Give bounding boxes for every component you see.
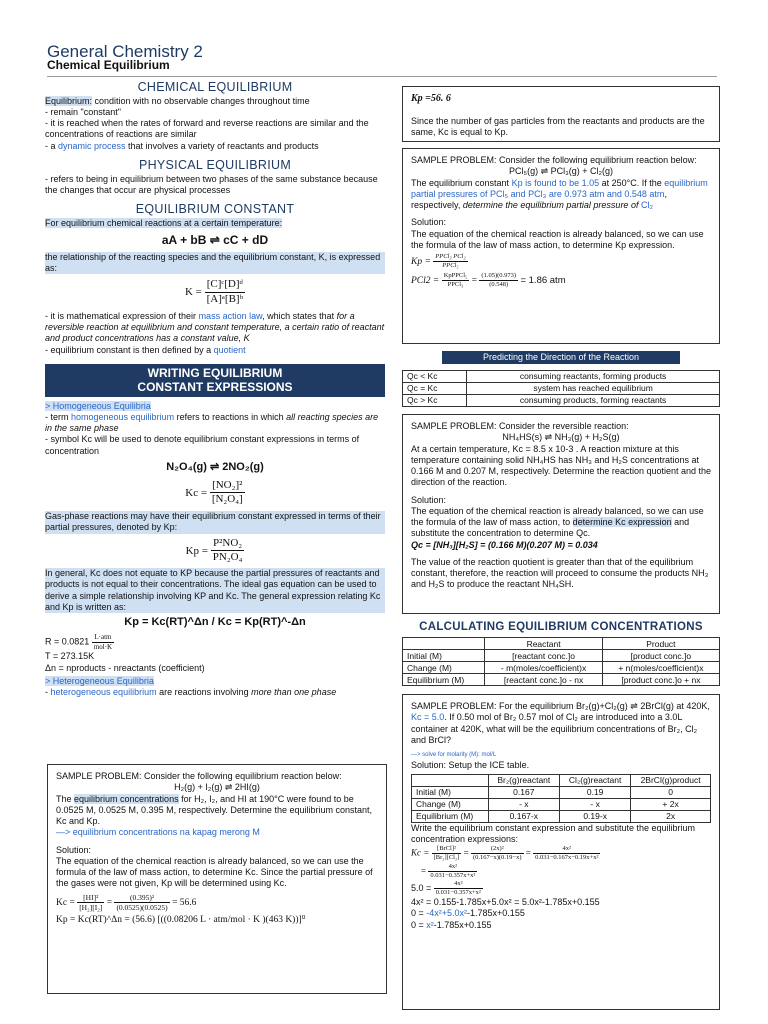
equilibrium-definition: Equilibrium: condition with no observable changes throughout time — [45, 95, 310, 106]
prediction-row-cell: Qc = Kc — [403, 383, 467, 395]
sp4-row-cell: 2x — [631, 810, 711, 822]
prediction-title: Predicting the Direction of the Reaction — [442, 351, 680, 364]
sp4-row — [412, 798, 711, 810]
section-title-equilibrium-constant: EQUILIBRIUM CONSTANT — [135, 202, 295, 216]
relationship-text: the relationship of the reacting species and the equilibrium constant, K, is expressed as: — [45, 252, 385, 275]
sample-problem-3 — [402, 414, 720, 614]
prediction-section — [402, 351, 720, 407]
sp1-intro: SAMPLE PROBLEM: Consider the following equilibrium reaction below: — [56, 771, 342, 781]
kp-result-box — [402, 86, 720, 142]
homogeneous-heading: > Homogeneous Equilibria — [45, 400, 151, 411]
sp2-text: The equilibrium constant Kp is found to be 1.05 at 250°C. If the equilibrium partial pressures of PCl₅ and PCl₃ are 0.973 atm and 0.548 atm, respectively, determine the equilibrium partial pressure of Cl₂ — [411, 177, 708, 210]
sp4-simplified: = $\frac{\text{4x²}}{\text{0.031−0.357x+x²}}$ — [421, 862, 476, 879]
ice-row-cell: Equilibrium (M) — [403, 674, 485, 686]
sp4-solution-label: Solution: Setup the ICE table. — [411, 759, 530, 770]
ice-header-cell: Reactant — [485, 638, 602, 650]
sp3-text: At a certain temperature, Kc = 8.5 x 10-3 . A reaction mixture at this temperature containing solid NH₄HS has NH₃ and H₂S concentrations at 0.166 M and 0.207 M, respectively. Determine the reaction quotient and the direction of the reaction. — [411, 443, 712, 488]
heterogeneous-def: - heterogeneous equilibrium are reactions involving more than one phase — [45, 687, 337, 698]
ice-row-cell: [reactant conc.]o - nx — [485, 674, 602, 686]
sp1-equation: H₂(g) + I₂(g) ⇌ 2HI(g) — [174, 782, 260, 793]
heterogeneous-heading: > Heterogeneous Equilibria — [45, 675, 154, 686]
sp4-header-cell — [412, 774, 489, 786]
ice-row-cell: - m(moles/coefficient)x — [485, 662, 602, 674]
sp4-row-cell: Initial (M) — [412, 786, 489, 798]
sp2-solution-text: The equation of the chemical reaction is already balanced, so we can use the formula of the law of mass action, to determine Kp expression. — [411, 228, 704, 250]
kp-explanation: Since the number of gas particles from the reactants and products are the same, Kc is equal to Kp. — [411, 115, 705, 137]
sp1-text: The equilibrium concentrations for H₂, I₂, and HI at 190°C were found to be 0.0525 M, 0.0525 M, 0.395 M, respectively. Determine the equilibrium constant, Kc and Kp. — [56, 793, 372, 826]
left-column — [45, 80, 385, 698]
ice-row-cell: Change (M) — [403, 662, 485, 674]
sp4-row-cell: - x — [560, 798, 631, 810]
sp4-row-cell: 0.167-x — [488, 810, 560, 822]
gas-phase-text: Gas-phase reactions may have their equilibrium constant expressed in terms of their partial pressures, denoted by Kp: — [45, 511, 385, 534]
header-divider — [47, 76, 717, 77]
sp4-row-cell: Change (M) — [412, 798, 489, 810]
sp2-kp-expression: Kp = $\frac{\text{PPCl₃ PCl₂}}{\text{PPCl₅}}$ — [411, 253, 466, 270]
sp3-qc-calc: Qc = [NH₃][H₂S] = (0.166 M)(0.207 M) = 0.034 — [411, 539, 598, 550]
sp4-row — [412, 786, 711, 798]
physical-equilibrium-text: - refers to being in equilibrium between two phases of the same substance because the changes that occur are physical processes — [45, 173, 378, 195]
sp2-solution-label: Solution: — [411, 217, 447, 228]
sp4-header-cell: 2BrCl(g)product — [631, 774, 711, 786]
ice-header-cell: Product — [602, 638, 719, 650]
sp4-row-cell: 0.19 — [560, 786, 631, 798]
sp2-pcl2-calc: PCl2 = $\frac{\text{KpPPCl₅}}{\text{PPCl₃}}$ = $\frac{(1.05)(0.973)}{(0.548)}$ = 1.86 atm — [411, 272, 566, 289]
prediction-row-cell: consuming reactants, forming products — [467, 371, 720, 383]
kc-symbol-text: - symbol Kc will be used to denote equilibrium constant expressions in terms of concentration — [45, 434, 360, 456]
bullet-dynamic: - a dynamic process that involves a variety of reactants and products — [45, 140, 319, 151]
sp4-write-text: Write the equilibrium constant expression and substitute the equilibrium concentration expressions: — [411, 822, 695, 844]
sp3-conclusion: The value of the reaction quotient is greater than that of the equilibrium constant, therefore, the reaction will proceed to consume the products NH₃ and H₂S to produce the reactant NH₄SH. — [411, 556, 709, 590]
sp4-rearrange: 0 = -4x²+5.0x²-1.785x+0.155 — [411, 908, 525, 919]
sp4-row — [412, 810, 711, 822]
sp1-solution-label: Solution: — [56, 844, 92, 855]
sp2-intro: SAMPLE PROBLEM: Consider the following equilibrium reaction below: — [411, 155, 697, 165]
bullet-remain-constant: - remain "constant" — [45, 106, 121, 117]
ice-header-cell — [403, 638, 485, 650]
sp1-kp-calc: Kp = Kc(RT)^Δn = (56.6) [((0.08206 L · atm/mol · K )(463 K))]⁰ — [56, 915, 306, 926]
ice-row — [403, 650, 720, 662]
sp1-solution-text: The equation of the chemical reaction is already balanced, so we can use the formula of the law of mass action, to determine Kc. Since the partial pressure of the gases were not given, Kp will be determined using Kc. — [56, 855, 373, 889]
sp4-header-cell: Br₂(g)reactant — [488, 774, 560, 786]
writing-expressions-banner: WRITING EQUILIBRIUM CONSTANT EXPRESSIONS — [45, 364, 385, 397]
ice-section — [402, 620, 720, 686]
sp1-kc-calc: Kc = $\frac{\text{[HI]²}}{\text{[H₂][I₂]}}$ = $\frac{\text{(0.395)²}}{(0.0525)(0.0525)}$ = 56.6 — [56, 892, 197, 912]
sp4-substitute: 5.0 = $\frac{\text{4x²}}{\text{0.031−0.357x+x²}}$ — [411, 879, 481, 896]
ice-row — [403, 674, 720, 686]
sp4-kc-calc: Kc = $\frac{\text{[BrCl]²}}{\text{[Br₂][Cl₂]}}$ = $\frac{\text{(2x)²}}{(0.167-x)(0.19-x)}$ = $\frac{\text{4x²}}{\text{0.031−0.167x−0.19x+x²}}$ — [411, 845, 599, 862]
kp-expression: Kp = $\frac{\text{P²NO₂}}{\text{PN₂O₄}}$ — [185, 536, 243, 564]
sp3-equation: NH₄HS(s) ⇌ NH₃(g) + H₂S(g) — [502, 432, 620, 443]
n2o4-equation: N₂O₄(g) ⇌ 2NO₂(g) — [166, 460, 264, 473]
document-subtitle: Chemical Equilibrium — [47, 58, 170, 72]
temperature: T = 273.15K — [45, 651, 95, 662]
mass-action-law-text: - it is mathematical expression of their mass action law, which states that for a reversible reaction at equilibrium and constant temperature, a certain ratio of reactant and product concentrations has a constant value, K — [45, 310, 385, 344]
sp3-intro: SAMPLE PROBLEM: Consider the reversible reaction: — [411, 421, 629, 431]
sp4-row-cell: + 2x — [631, 798, 711, 810]
prediction-row-cell: Qc > Kc — [403, 395, 467, 407]
prediction-row-cell: Qc < Kc — [403, 371, 467, 383]
ice-row-cell: [reactant conc.]o — [485, 650, 602, 662]
general-reaction-equation: aA + bB ⇌ cC + dD — [161, 232, 269, 247]
prediction-row-cell: consuming products, forming reactants — [467, 395, 720, 407]
kc-expression: Kc = $\frac{\text{[NO₂]²}}{\text{[N₂O₄]}}$ — [185, 478, 243, 506]
sp4-quadratic: 0 = x²-1.785x+0.155 — [411, 919, 492, 930]
k-expression: K = $\frac{\text{[C]ᶜ[D]ᵈ}}{\text{[A]ᵃ[B]ᵇ}}$ — [184, 278, 243, 306]
kp-result: Kp =56. 6 — [411, 93, 451, 104]
prediction-row — [403, 383, 720, 395]
sp4-row-cell: Equilibrium (M) — [412, 810, 489, 822]
sp4-row-cell: 0.167 — [488, 786, 560, 798]
kp-kc-relation: Kp = Kc(RT)^Δn / Kc = Kp(RT)^-Δn — [124, 616, 306, 629]
sp3-solution-text: The equation of the chemical reaction is already balanced, so we can use the formula of the law of mass action, to determine Kc expression and substitute the concentration to determine Qc. — [411, 505, 704, 539]
sp4-header-cell: Cl₂(g)reactant — [560, 774, 631, 786]
prediction-row-cell: system has reached equilibrium — [467, 383, 720, 395]
quotient-text: - equilibrium constant is then defined by a quotient — [45, 344, 246, 355]
equilibrium-constant-intro: For equilibrium chemical reactions at a certain temperature: — [45, 217, 283, 228]
prediction-row — [403, 371, 720, 383]
ice-row-cell: + n(moles/coefficient)x — [602, 662, 719, 674]
ice-row — [403, 662, 720, 674]
kc-kp-general-text: In general, Kc does not equate to KP because the partial pressures of reactants and products is not equal to their concentrations. The ideal gas equation can be used to derive a simple relationship involving KP and Kc. The general expression relating Kc and Kp is written as: — [45, 568, 385, 613]
sp1-note: —> equilibrium concentrations na kapag merong M — [56, 827, 260, 838]
sp4-text: SAMPLE PROBLEM: For the equilibrium Br₂(g)+Cl₂(g) ⇌ 2BrCl(g) at 420K, Kc = 5.0. If 0.50 mol of Br₂ 0.57 mol of Cl₂ are introduced into a 3.0L container at 420K, what will be the equilibrium concentrations of Br₂, Cl₂ and BrCl? — [411, 701, 710, 745]
homogeneous-def: - term homogeneous equilibrium refers to reactions in which all reacting species are in the same phase — [45, 411, 379, 434]
sample-problem-4 — [402, 694, 720, 1010]
gas-constant: R = 0.0821 $\frac{\text{L·atm}}{\text{mol·K}}$ — [45, 632, 113, 651]
sample-problem-2 — [402, 148, 720, 344]
ice-general-table — [402, 637, 720, 686]
bullet-reached: - it is reached when the rates of forward and reverse reactions are similar and the concentrations of reactions are similar — [45, 118, 369, 140]
prediction-row — [403, 395, 720, 407]
sp4-row-cell: - x — [488, 798, 560, 810]
ice-row-cell: [product conc.]o — [602, 650, 719, 662]
sp3-solution-label: Solution: — [411, 494, 447, 505]
section-title-chemical-equilibrium: CHEMICAL EQUILIBRIUM — [137, 80, 293, 94]
ice-title: CALCULATING EQUILIBRIUM CONCENTRATIONS — [419, 621, 703, 633]
sample-problem-1 — [47, 764, 387, 994]
sp4-ice-table — [411, 774, 711, 823]
sp4-row-cell: 0.19-x — [560, 810, 631, 822]
sp4-expand: 4x² = 0.155-1.785x+5.0x² = 5.0x²-1.785x+0.155 — [411, 897, 600, 907]
section-title-physical-equilibrium: PHYSICAL EQUILIBRIUM — [138, 157, 292, 172]
delta-n: Δn = nproducts - nreactants (coefficient) — [45, 662, 205, 673]
prediction-table — [402, 370, 720, 407]
ice-row-cell: Initial (M) — [403, 650, 485, 662]
sp4-row-cell: 0 — [631, 786, 711, 798]
sp2-equation: PCl₅(g) ⇌ PCl₃(g) + Cl₂(g) — [508, 166, 614, 177]
sp4-note: —> solve for molarity (M): mol/L — [411, 752, 497, 758]
document-title: General Chemistry 2 — [47, 42, 203, 61]
ice-row-cell: [product conc.]o + nx — [602, 674, 719, 686]
